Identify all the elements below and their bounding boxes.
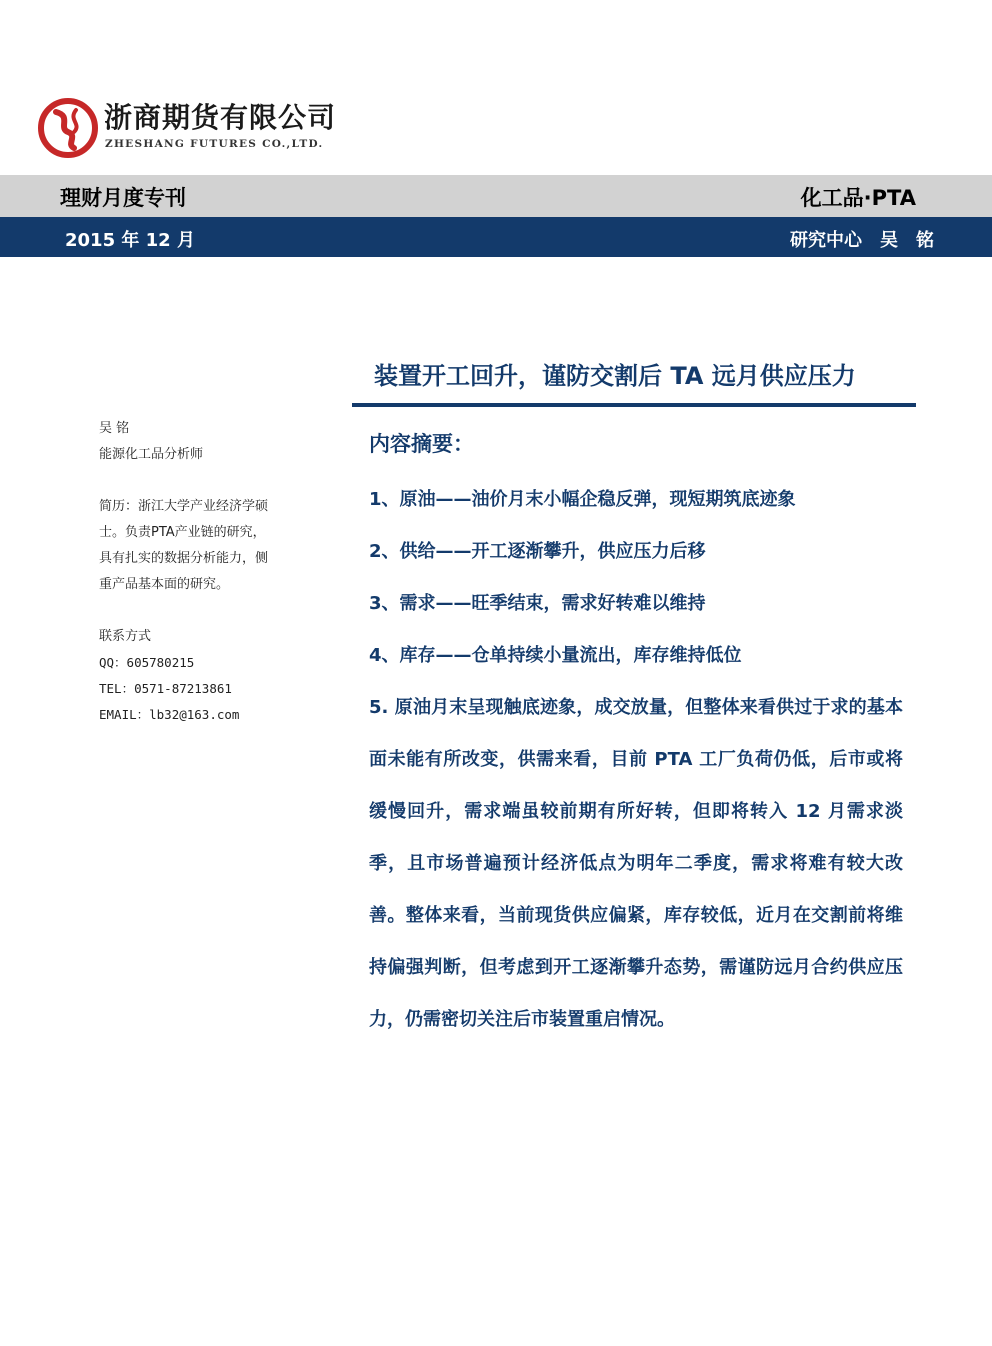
summary-point: 4、库存——仓单持续小量流出，库存维持低位 xyxy=(369,645,742,666)
bio-line: 简历：浙江大学产业经济学硕 xyxy=(99,499,269,514)
report-title: 装置开工回升，谨防交割后 TA 远月供应压力 xyxy=(374,362,856,390)
product-category: 化工品·PTA xyxy=(800,186,916,210)
summary-paragraph: 5. 原油月末呈现触底迹象，成交放量，但整体来看供过于求的基本面未能有所改变，供需来看，目前 PTA 工厂负荷仍低，后市或将缓慢回升，需求端虽较前期有所好转，但即将转入 12 月需求淡季，且市场普遍预计经济低点为明年二季度，需求将难有较大改善。整体来看，当前现货供应偏紧，库存较低，近月在交割前将维持偏强判断，但考虑到开工逐渐攀升态势，需谨防远月合约供应压力，仍需密切关注后市装置重启情况。 xyxy=(369,697,903,1030)
contact-label: 联系方式 xyxy=(99,629,152,644)
title-divider xyxy=(352,403,916,407)
contact-email[interactable]: EMAIL：lb32@163.com xyxy=(99,707,240,722)
bio-line: 重产品基本面的研究。 xyxy=(99,577,230,592)
publication-name: 理财月度专刊 xyxy=(60,186,186,210)
summary-point: 3、需求——旺季结束，需求好转难以维持 xyxy=(369,593,706,614)
author-name: 吴 铭 xyxy=(99,421,130,436)
bio-line: 士。负责PTA产业链的研究， xyxy=(99,525,266,540)
contact-tel: TEL：0571-87213861 xyxy=(99,681,232,696)
contact-qq: QQ：605780215 xyxy=(99,655,195,670)
bio-line: 具有扎实的数据分析能力，侧 xyxy=(99,551,269,566)
company-name-cn: 浙商期货有限公司 xyxy=(104,101,337,134)
report-author: 研究中心 吴 铭 xyxy=(790,230,934,251)
company-logo-icon xyxy=(38,98,98,158)
summary-point: 2、供给——开工逐渐攀升，供应压力后移 xyxy=(369,541,706,562)
summary-heading: 内容摘要： xyxy=(369,432,474,456)
author-sidebar xyxy=(99,416,319,728)
date-author-bar xyxy=(0,217,992,257)
publication-bar xyxy=(0,175,992,217)
author-role: 能源化工品分析师 xyxy=(99,447,204,462)
report-date: 2015 年 12 月 xyxy=(65,230,195,251)
company-name-en: ZHESHANG FUTURES CO.,LTD. xyxy=(105,138,324,150)
summary-points xyxy=(369,482,903,1046)
summary-point: 1、原油——油价月末小幅企稳反弹，现短期筑底迹象 xyxy=(369,489,796,510)
